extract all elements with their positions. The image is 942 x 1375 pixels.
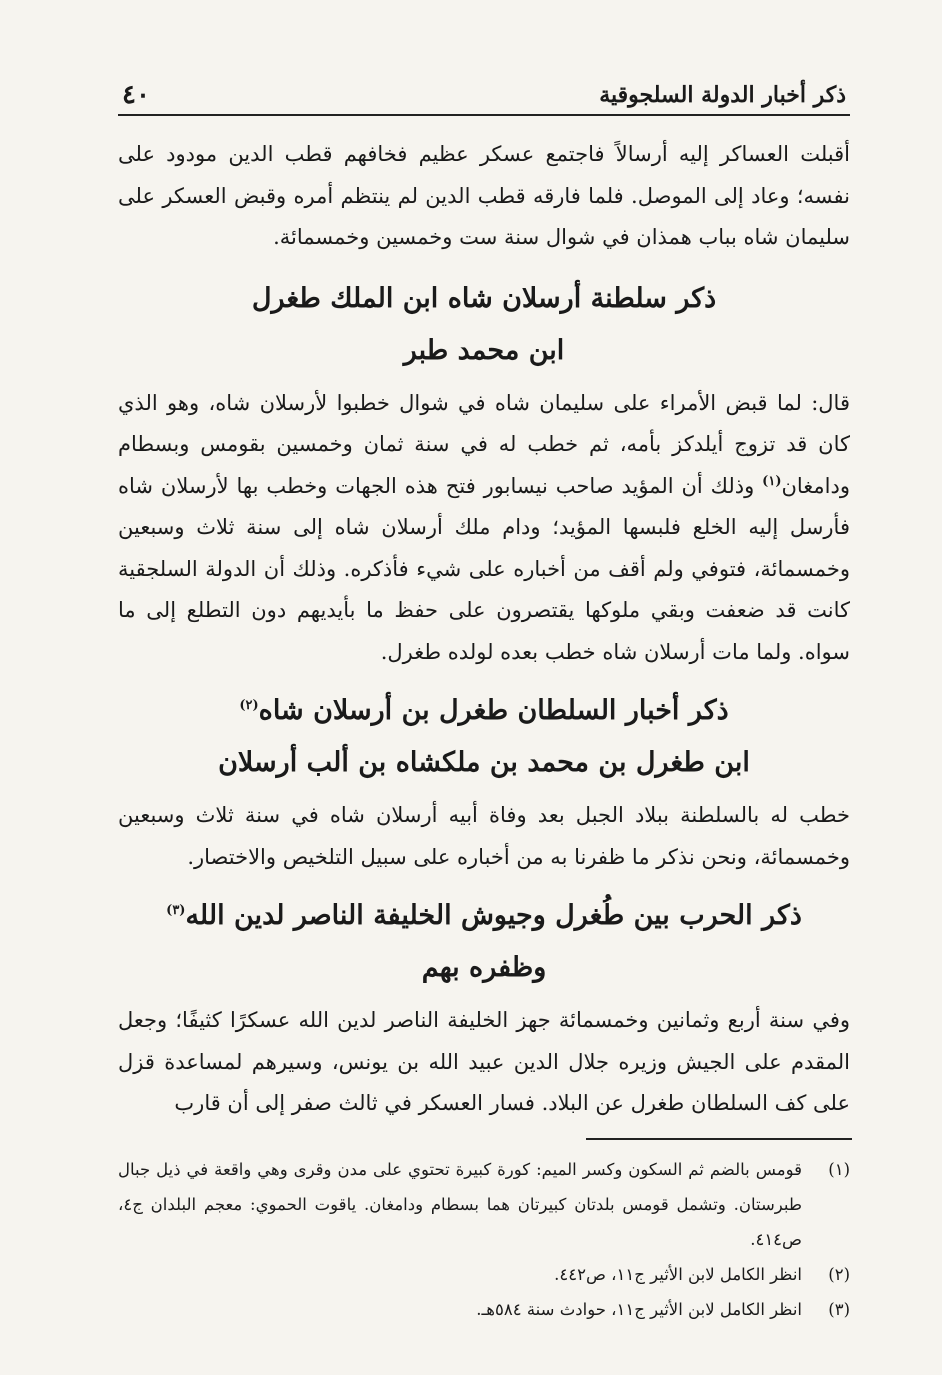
footnote-2-number: (٢) [828, 1265, 850, 1284]
paragraph-2-part-2: وذلك أن المؤيد صاحب نيسابور فتح هذه الجهات وخطب بها لأرسلان شاه فأرسل إليه الخلع فلبسها المؤيد؛ ودام ملك أرسلان شاه إلى سنة ثلاث وسبعين وخمسمائة، فتوفي ولم أقف من أخباره على شيء فأذكره. وذلك أن الدولة السلجقية كانت قد ضعفت وبقي ملوكها يقتصرون على حفظ ما بأيديهم دون التطلع إلى ما سواه. ولما مات أرسلان شاه خطب بعده لولده طغرل. [118, 473, 850, 664]
section-heading-2 [118, 685, 850, 789]
footnote-ref-2: (٢) [239, 698, 259, 713]
footnotes [118, 1152, 850, 1327]
paragraph-2-part-1: قال: لما قبض الأمراء على سليمان شاه في شوال خطبوا لأرسلان شاه، وهو الذي كان قد تزوج أيلدكز بأمه، ثم خطب له في سنة ثمان وخمسين بقومس وبسطام ودامغان [118, 390, 850, 498]
footnote-1 [118, 1152, 850, 1257]
heading-3-line-1-text: ذكر الحرب بين طُغرل وجيوش الخليفة الناصر لدين الله [185, 900, 802, 931]
footnote-1-number: (١) [828, 1160, 850, 1179]
heading-1-line-1: ذكر سلطنة أرسلان شاه ابن الملك طغرل [251, 282, 717, 314]
paragraph-3: خطب له بالسلطنة ببلاد الجبل بعد وفاة أبيه أرسلان شاه في سنة ثلاث وسبعين وخمسمائة، ونحن نذكر ما ظفرنا به من أخباره على سبيل التلخيص والاختصار. [118, 803, 850, 869]
paragraph-4: وفي سنة أربع وثمانين وخمسمائة جهز الخليفة الناصر لدين الله عسكرًا كثيفًا؛ وجعل المقدم على الجيش وزيره جلال الدين عبيد الله بن يونس، وسيرهم لمساعدة قزل على كف السلطان طغرل عن البلاد. فسار العسكر في ثالث صفر إلى أن قارب [118, 1008, 850, 1115]
footnote-2-text: انظر الكامل لابن الأثير ج١١، ص٤٤٢. [554, 1265, 802, 1284]
heading-3-line-2: وظفره بهم [421, 952, 547, 983]
heading-2-line-2: ابن طغرل بن محمد بن ملكشاه بن ألب أرسلان [218, 747, 750, 778]
footnote-separator [586, 1138, 852, 1140]
page-header [118, 70, 850, 116]
page-number: ٤٠ [122, 80, 150, 110]
footnote-ref-3: (٣) [166, 903, 186, 918]
footnote-ref-1: (١) [762, 473, 782, 489]
paragraph-2 [118, 383, 850, 674]
footnote-3-text: انظر الكامل لابن الأثير ج١١، حوادث سنة ٥٨٤هـ. [476, 1300, 802, 1319]
heading-2-line-1 [118, 685, 850, 737]
footnote-2 [118, 1257, 850, 1292]
footnote-3-number: (٣) [828, 1300, 850, 1319]
heading-3-line-1 [118, 890, 850, 942]
page-body [118, 70, 850, 1125]
heading-2-line-1-text: ذكر أخبار السلطان طغرل بن أرسلان شاه [258, 695, 729, 726]
paragraph-1: أقبلت العساكر إليه أرسالاً فاجتمع عسكر عظيم فخافهم قطب الدين مودود على نفسه؛ وعاد إلى الموصل. فلما فارقه قطب الدين لم ينتظم أمره وقبض العسكر على سليمان شاه بباب همذان في شوال سنة ست وخمسين وخمسمائة. [118, 142, 850, 249]
heading-1-line-2: ابن محمد طبر [403, 334, 565, 366]
footnote-1-text: قومس بالضم ثم السكون وكسر الميم: كورة كبيرة تحتوي على مدن وقرى وهي واقعة في ذيل جبال طبرستان. وتشمل قومس بلدتان كبيرتان هما بسطام ودامغان. ياقوت الحموي: معجم البلدان ج٤، ص٤١٤. [118, 1160, 802, 1249]
section-heading-3 [118, 890, 850, 994]
running-title: ذكر أخبار الدولة السلجوقية [599, 82, 846, 108]
section-heading-1 [118, 273, 850, 377]
footnote-3 [118, 1292, 850, 1327]
